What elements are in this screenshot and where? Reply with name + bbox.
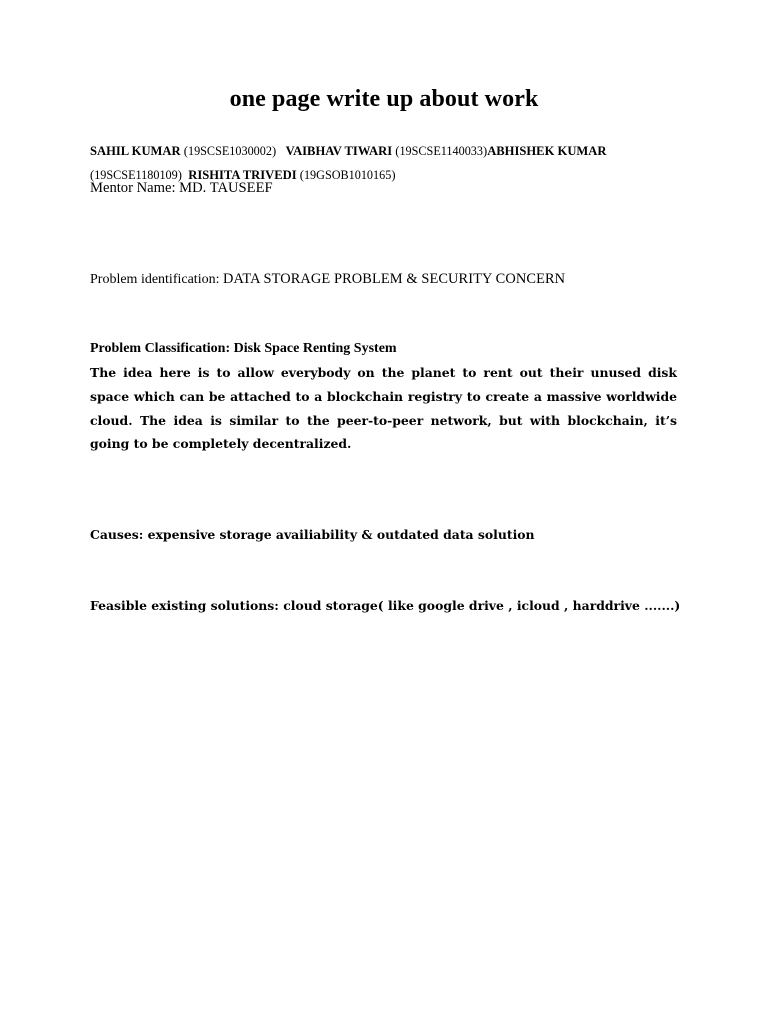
author-name: SAHIL KUMAR: [90, 144, 181, 158]
mentor-name: MD. TAUSEEF: [179, 180, 273, 196]
problem-identification-value: DATA STORAGE PROBLEM & SECURITY CONCERN: [222, 271, 566, 287]
causes-line: [90, 525, 535, 545]
feasible-solutions-label: Feasible existing solutions:: [90, 598, 279, 613]
problem-identification-label: Problem identification:: [90, 272, 220, 287]
author-id: 19GSOB1010165: [303, 168, 392, 182]
author-name: RISHITA TRIVEDI: [188, 168, 297, 182]
author-id: 19SCSE1180109: [94, 168, 178, 182]
causes-label: Causes:: [90, 527, 144, 542]
author-id: 19SCSE1140033: [399, 144, 483, 158]
feasible-solutions-value: cloud storage( like google drive , icloud , harddrive .......): [283, 598, 681, 613]
author-name: VAIBHAV TIWARI: [285, 144, 393, 158]
authors-list: SAHIL KUMAR (19SCSE1030002) VAIBHAV TIWARI (19SCSE1140033)ABHISHEK KUMAR (19SCSE1180109) RISHITA TRIVEDI (19GSOB1010165): [90, 144, 607, 182]
problem-identification: [90, 269, 565, 290]
problem-classification-label: Problem Classification:: [90, 341, 231, 356]
author-id: 19SCSE1030002: [187, 144, 272, 158]
mentor-line: [90, 178, 273, 198]
author-name: ABHISHEK KUMAR: [487, 144, 607, 158]
idea-paragraph: The idea here is to allow everybody on the planet to rent out their unused disk space which can be attached to a blockchain registry to create a massive worldwide cloud. The idea is similar to the peer-to-peer network, but with blockchain, it’s going to be completely decentralized.: [90, 365, 677, 452]
causes-value: expensive storage availiability & outdated data solution: [147, 527, 535, 542]
page-title: one page write up about work: [229, 86, 539, 112]
mentor-label: Mentor Name:: [90, 180, 176, 196]
problem-classification: [90, 339, 397, 359]
problem-classification-value: Disk Space Renting System: [233, 341, 397, 356]
feasible-solutions-line: [90, 596, 680, 616]
